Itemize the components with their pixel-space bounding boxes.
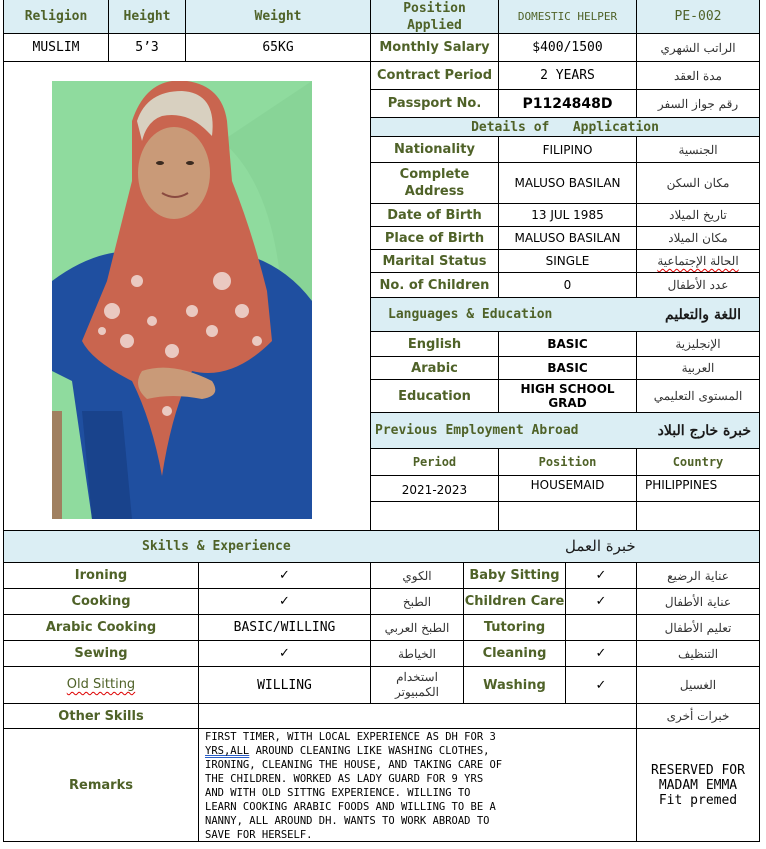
dob-value: 13 JUL 1985 [531,208,604,222]
employment-country: PHILIPPINES [645,478,718,492]
pob-arabic-cell [636,226,760,250]
other-skills-value-cell [198,703,637,729]
english-label-cell [370,331,499,357]
skill-left-arabic: الخياطة [398,646,436,661]
skill-right-arabic: عناية الرضيع [667,568,729,583]
position-value-cell [498,0,637,34]
salary-arabic-cell [636,33,760,62]
skill-left-label-cell [3,614,199,641]
address-label: Complete Address [399,167,470,199]
skill-right-label-cell [463,562,566,589]
skill-left-label: Cooking [71,594,131,609]
employment-row-country [636,475,760,502]
position-header [370,0,499,34]
passport-label-cell [370,89,499,118]
remarks-line-2b: AROUND CLEANING LIKE WASHING CLOTHES, [249,745,490,757]
skill-right-arabic: عناية الأطفال [664,594,732,609]
skill-left-value-cell [198,588,371,615]
employment-empty-position [498,501,637,531]
contract-value: 2 YEARS [540,68,595,83]
remarks-line-2a: YRS,ALL [205,745,250,757]
employment-header [370,412,760,449]
english-value-cell [498,331,637,357]
skill-left-value-cell [198,562,371,589]
skill-right-label-cell [463,614,566,641]
dob-arabic-cell [636,203,760,227]
remarks-label: Remarks [69,777,133,793]
skill-right-value-cell [565,640,637,667]
passport-value-cell [498,89,637,118]
english-value: BASIC [547,337,588,351]
education-label: Education [398,388,471,404]
marital-value: SINGLE [545,254,590,268]
passport-arabic: رقم جواز السفر [657,96,739,111]
skill-left-label-cell [3,588,199,615]
salary-arabic: الراتب الشهري [660,40,736,55]
employment-empty-country [636,501,760,531]
languages-header [370,297,760,332]
salary-label: Monthly Salary [379,40,490,55]
nationality-value-cell [498,136,637,163]
skill-right-value: ✓ [595,677,607,693]
remarks-line-7: NANNY, ALL AROUND DH. WANTS TO WORK ABROAD TO [205,815,490,827]
religion-cell [3,33,109,62]
salary-value-cell [498,33,637,62]
skill-left-value-cell [198,640,371,667]
salary-label-cell [370,33,499,62]
employment-col-country [636,448,760,476]
height-cell [108,33,186,62]
skill-left-arabic-cell [370,640,464,667]
arabic-lang-arabic-cell [636,356,760,380]
dob-label: Date of Birth [387,207,482,223]
weight-value: 65KG [262,40,294,55]
skill-left-arabic: الكوي [402,568,432,583]
skill-left-label: Sewing [74,646,128,661]
employment-row-period [370,475,499,502]
pob-arabic: مكان الميلاد [668,231,728,245]
address-arabic-cell [636,162,760,204]
children-label-cell [370,272,499,298]
education-arabic-cell [636,379,760,413]
skill-right-value: ✓ [595,568,607,583]
children-value-cell [498,272,637,298]
passport-label: Passport No. [387,96,482,111]
pob-label: Place of Birth [384,230,485,246]
pob-value-cell [498,226,637,250]
skill-right-label: Washing [483,677,546,693]
skill-right-label-cell [463,588,566,615]
arabic-lang-label-cell [370,356,499,380]
dob-label-cell [370,203,499,227]
employment-row-position [498,475,637,502]
ref-code-cell [636,0,760,34]
children-label: No. of Children [379,277,490,293]
remarks-line-1: FIRST TIMER, WITH LOCAL EXPERIENCE AS DH FOR 3 [205,731,496,743]
skill-right-arabic-cell [636,666,760,704]
arabic-lang-label: Arabic [411,360,458,376]
details-title: Details of Application [471,119,659,135]
skill-left-label-cell [3,562,199,589]
skills-title: Skills & Experience [142,539,291,554]
religion-value: MUSLIM [32,40,80,55]
english-label: English [407,336,462,352]
dob-value-cell [498,203,637,227]
height-value: 5’3 [135,40,159,55]
employment-title-arabic: خبرة خارج البلاد [657,422,751,439]
address-arabic: مكان السكن [666,176,730,190]
skill-right-value: ✓ [595,646,607,661]
skill-left-value: ✓ [279,568,290,583]
pob-value: MALUSO BASILAN [514,231,621,245]
religion-label: Religion [24,9,88,24]
marital-value-cell [498,249,637,273]
employment-col-period [370,448,499,476]
skill-right-arabic: الغسيل [679,678,717,692]
skill-right-label: Cleaning [482,646,547,661]
religion-header [3,0,109,34]
skill-left-arabic: الطبخ [402,594,432,609]
remarks-line-5: AND WITH OLD SITTNG EXPERIENCE. WILLING TO [205,787,471,799]
applicant-photo-illustration [52,81,312,519]
nationality-label: Nationality [394,142,475,157]
applicant-photo [52,81,312,519]
skill-right-value-cell [565,588,637,615]
skill-left-value-cell [198,666,371,704]
reservation-line-3: Fit premed [658,792,738,808]
contract-label: Contract Period [376,68,493,83]
reservation-line-1: RESERVED FOR [651,762,745,778]
skill-left-value: ✓ [279,594,290,609]
other-skills-arabic: خبرات أخرى [666,709,730,723]
skill-right-label-cell [463,640,566,667]
skill-left-value: BASIC/WILLING [233,620,336,635]
ref-code: PE-002 [674,9,722,24]
contract-value-cell [498,61,637,90]
children-arabic: عدد الأطفال [667,278,729,292]
skill-right-label: Tutoring [483,620,546,635]
education-value: HIGH SCHOOL GRAD [520,382,615,410]
skill-left-arabic-cell [370,588,464,615]
reservation-note-cell [636,728,760,842]
skill-right-arabic-cell [636,588,760,615]
marital-label-cell [370,249,499,273]
remarks-label-cell [3,728,199,842]
languages-title-arabic: اللغة والتعليم [665,306,741,323]
arabic-lang-value: BASIC [547,361,588,375]
nationality-label-cell [370,136,499,163]
skill-right-label-cell [463,666,566,704]
employment-col-position [498,448,637,476]
weight-header [185,0,371,34]
skill-left-arabic: استخدام الكمبيوتر [395,670,439,699]
skill-right-value: ✓ [595,594,607,609]
weight-label: Weight [254,9,302,24]
nationality-arabic: الجنسية [678,142,718,157]
skill-right-arabic: تعليم الأطفال [664,620,732,635]
children-value: 0 [563,278,572,292]
passport-value: P1124848D [522,95,613,112]
address-label-cell [370,162,499,204]
passport-arabic-cell [636,89,760,118]
skill-left-arabic-cell [370,614,464,641]
marital-arabic: الحالة الإجتماعية [657,254,739,268]
other-skills-label-cell [3,703,199,729]
weight-cell [185,33,371,62]
education-label-cell [370,379,499,413]
arabic-lang-value-cell [498,356,637,380]
skill-left-value-cell [198,614,371,641]
skill-right-arabic: التنظيف [677,646,719,661]
employment-empty-period [370,501,499,531]
skill-left-label: Ironing [74,568,128,583]
skill-left-value: ✓ [279,646,290,661]
address-value: MALUSO BASILAN [514,176,621,190]
skill-right-value-cell [565,614,637,641]
reservation-line-2: MADAM EMMA [658,777,738,793]
period-col-label: Period [412,454,457,469]
skill-left-arabic: الطبخ العربي [384,620,450,635]
dob-arabic: تاريخ الميلاد [669,208,727,222]
remarks-text [205,730,630,842]
children-arabic-cell [636,272,760,298]
skill-left-label-cell [3,640,199,667]
country-col-label: Country [672,454,724,469]
position-value: DOMESTIC HELPER [517,10,618,23]
employment-period: 2021-2023 [401,483,468,497]
skill-right-arabic-cell [636,614,760,641]
skill-left-arabic-cell [370,562,464,589]
languages-title: Languages & Education [388,307,553,322]
remarks-line-4: THE CHILDREN. WORKED AS LADY GUARD FOR 9 YRS [205,773,484,785]
remarks-line-3: IRONING, CLEANING THE HOUSE, AND TAKING CARE OF [205,759,503,771]
marital-arabic-cell [636,249,760,273]
contract-arabic-cell [636,61,760,90]
skill-right-label: Baby Sitting [469,568,560,583]
nationality-value: FILIPINO [542,142,593,157]
details-header [370,117,760,137]
marital-label: Marital Status [382,253,487,269]
height-label: Height [123,9,171,24]
remarks-line-8: SAVE FOR HERSELF. [205,829,313,841]
position-col-label: Position [538,454,597,469]
other-skills-arabic-cell [636,703,760,729]
skill-left-arabic-cell [370,666,464,704]
other-skills-label: Other Skills [58,708,144,724]
contract-arabic: مدة العقد [674,68,722,83]
skills-title-arabic: خبرة العمل [565,537,636,555]
skills-header [3,530,760,563]
skill-right-arabic-cell [636,640,760,667]
english-arabic-cell [636,331,760,357]
skill-right-value-cell [565,666,637,704]
skill-right-label: Children Care [464,594,565,609]
skill-right-arabic-cell [636,562,760,589]
employment-title: Previous Employment Abroad [375,423,579,438]
nationality-arabic-cell [636,136,760,163]
pob-label-cell [370,226,499,250]
address-value-cell [498,162,637,204]
skill-right-value-cell [565,562,637,589]
skill-left-label: Arabic Cooking [45,620,157,635]
employment-position: HOUSEMAID [530,478,605,492]
remarks-line-6: LEARN COOKING ARABIC FOODS AND WILLING TO BE A [205,801,496,813]
contract-label-cell [370,61,499,90]
education-arabic: المستوى التعليمي [653,389,743,403]
skill-left-value: WILLING [257,677,312,693]
arabic-lang-arabic: العربية [681,361,715,375]
education-value-cell [498,379,637,413]
english-arabic: الإنجليزية [675,337,721,351]
position-label: Position Applied [403,0,466,33]
skill-left-label: Old Sitting [66,677,136,692]
skill-left-label-cell [3,666,199,704]
salary-value: $400/1500 [532,40,603,55]
height-header [108,0,186,34]
